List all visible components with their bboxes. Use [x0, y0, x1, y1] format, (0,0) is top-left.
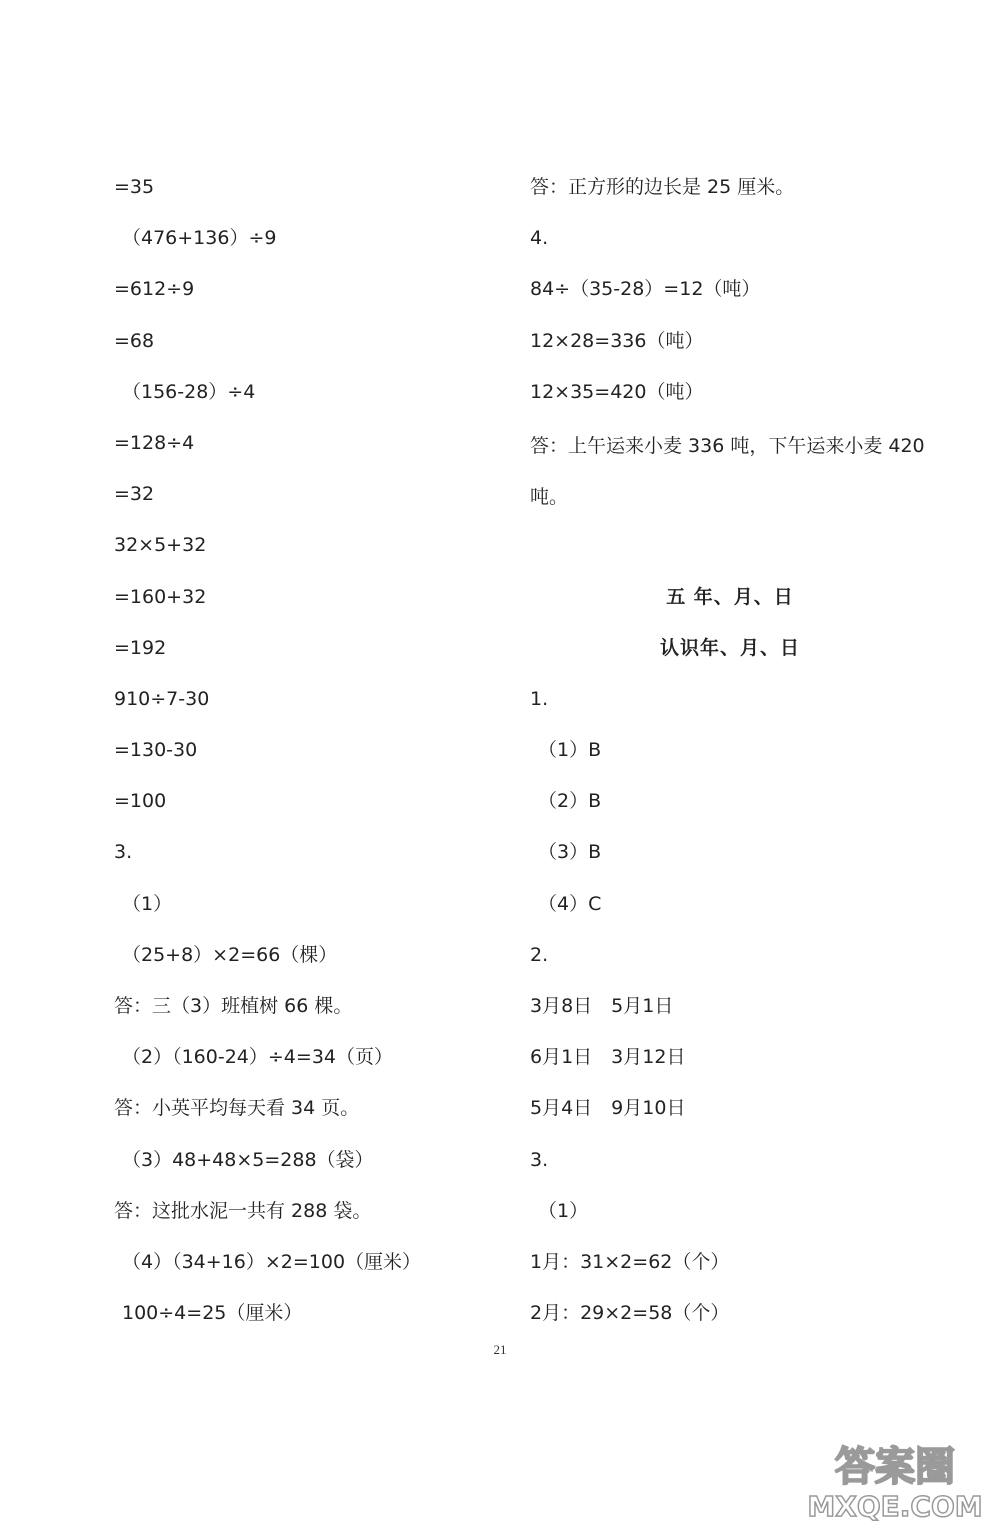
right-line-3: 12×28=336（吨） [530, 329, 704, 352]
right-line-b9: 3. [530, 1148, 549, 1171]
right-line-b7: 6月1日 3月12日 [530, 1046, 686, 1069]
left-line-1: （476+136）÷9 [122, 227, 277, 250]
right-line-b10: （1） [538, 1199, 589, 1222]
left-line-21: （4）（34+16）×2=100（厘米） [122, 1250, 422, 1273]
right-line-2: 84÷（35-28）=12（吨） [530, 278, 761, 301]
left-line-4: （156-28）÷4 [122, 380, 256, 403]
left-line-22: 100÷4=25（厘米） [122, 1302, 303, 1325]
left-line-5: =128÷4 [114, 431, 195, 454]
right-line-b1: （1）B [538, 739, 602, 762]
section-title: 五 年、月、日 [666, 585, 794, 608]
right-line-b3: （3）B [538, 841, 602, 864]
left-line-7: 32×5+32 [114, 534, 207, 557]
left-line-0: =35 [114, 176, 155, 198]
right-line-b11: 1月：31×2=62（个） [530, 1250, 730, 1273]
right-line-0: 答：正方形的边长是 25 厘米。 [530, 176, 795, 198]
right-line-b4: （4）C [538, 892, 602, 915]
right-line-b5: 2. [530, 943, 549, 966]
left-line-6: =32 [114, 483, 155, 506]
left-line-8: =160+32 [114, 585, 207, 608]
right-line-b6: 3月8日 5月1日 [530, 995, 674, 1018]
blank-line [530, 523, 930, 574]
left-line-17: （2）（160-24）÷4=34（页） [122, 1046, 393, 1069]
subsection-title: 认识年、月、日 [659, 636, 800, 659]
right-answer-wrap: 答：上午运来小麦 336 吨，下午运来小麦 420 吨。 [530, 434, 925, 509]
left-column [114, 165, 494, 1342]
left-line-10: 910÷7-30 [114, 687, 210, 710]
right-line-b8: 5月4日 9月10日 [530, 1097, 686, 1120]
right-line-4: 12×35=420（吨） [530, 380, 704, 403]
watermark-logo [795, 1436, 995, 1522]
left-line-18: 答：小英平均每天看 34 页。 [114, 1097, 360, 1120]
left-line-2: =612÷9 [114, 278, 195, 301]
right-column [530, 165, 930, 1342]
watermark-text-bottom: MXQE.COM [807, 1490, 983, 1522]
left-line-9: =192 [114, 636, 167, 659]
left-line-3: =68 [114, 329, 155, 352]
left-line-16: 答：三（3）班植树 66 棵。 [114, 995, 353, 1017]
right-line-1: 4. [530, 227, 549, 250]
left-line-15: （25+8）×2=66（棵） [122, 943, 338, 966]
left-line-19: （3）48+48×5=288（袋） [122, 1148, 374, 1171]
right-line-b0: 1. [530, 687, 549, 710]
right-line-b12: 2月：29×2=58（个） [530, 1302, 730, 1325]
watermark-text-top: 答案圈 [835, 1444, 955, 1490]
left-line-12: =100 [114, 790, 167, 813]
left-line-20: 答：这批水泥一共有 288 袋。 [114, 1199, 372, 1222]
left-line-13: 3. [114, 841, 133, 864]
page-number: 21 [493, 1342, 507, 1357]
left-line-11: =130-30 [114, 739, 198, 762]
left-line-14: （1） [122, 892, 173, 915]
right-line-b2: （2）B [538, 790, 602, 813]
